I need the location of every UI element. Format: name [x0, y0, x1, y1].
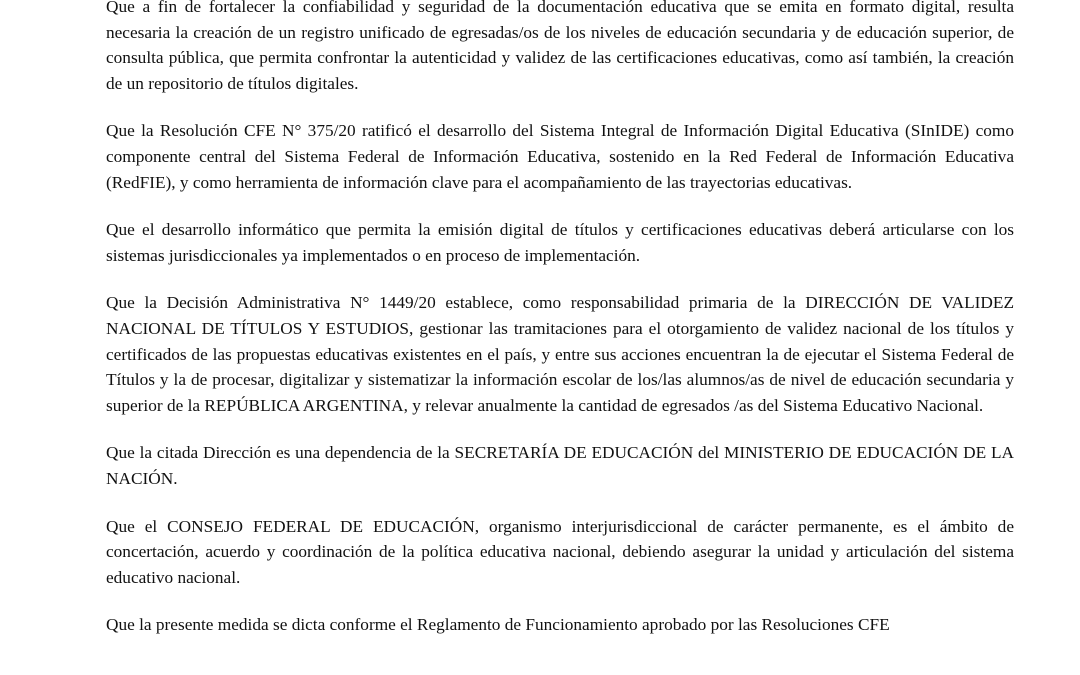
paragraph-decision-administrativa-1449: Que la Decisión Administrativa N° 1449/20 establece, como responsabilidad primaria de la DIRECCIÓN DE VALIDEZ NACIONAL DE TÍTULOS Y ESTUDIOS, gestionar las tramitaciones para el otorgamiento de validez nacional de los títulos y certificados de las propuestas educativas existentes en el país, y entre sus acciones encuentran la de ejecutar el Sistema Federal de Títulos y la de procesar, digitalizar y sistematizar la información escolar de los/las alumnos/as de nivel de educación secundaria y superior de la REPÚBLICA ARGENTINA, y relevar anualmente la cantidad de egresados /as del Sistema Educativo Nacional. [106, 293, 1014, 415]
paragraph-reglamento-funcionamiento: Que la presente medida se dicta conforme el Reglamento de Funcionamiento aprobado por las Resoluciones CFE [106, 615, 890, 635]
paragraph-resolucion-cfe-375: Que la Resolución CFE N° 375/20 ratificó el desarrollo del Sistema Integral de Información Digital Educativa (SInIDE) como componente central del Sistema Federal de Información Educativa, sostenido en la Red Federal de Información Educativa (RedFIE), y como herramienta de información clave para el acompañamiento de las trayectorias educativas. [106, 121, 1014, 192]
paragraph-registro-egresados: Que a fin de fortalecer la confiabilidad y seguridad de la documentación educativa que se emita en formato digital, resulta necesaria la creación de un registro unificado de egresadas/os de los niveles de educación secundaria y de educación superior, de consulta pública, que permita confrontar la autenticidad y validez de las certificaciones educativas, como así también, la creación de un repositorio de títulos digitales. [106, 0, 1014, 93]
document-body [106, 0, 1014, 660]
paragraph-desarrollo-informatico: Que el desarrollo informático que permita la emisión digital de títulos y certificaciones educativas deberá articularse con los sistemas jurisdiccionales ya implementados o en proceso de implementación. [106, 220, 1014, 265]
paragraph-direccion-dependencia: Que la citada Dirección es una dependencia de la SECRETARÍA DE EDUCACIÓN del MINISTERIO DE EDUCACIÓN DE LA NACIÓN. [106, 443, 1014, 488]
paragraph-consejo-federal: Que el CONSEJO FEDERAL DE EDUCACIÓN, organismo interjurisdiccional de carácter permanente, es el ámbito de concertación, acuerdo y coordinación de la política educativa nacional, debiendo asegurar la unidad y articulación del sistema educativo nacional. [106, 516, 1014, 587]
